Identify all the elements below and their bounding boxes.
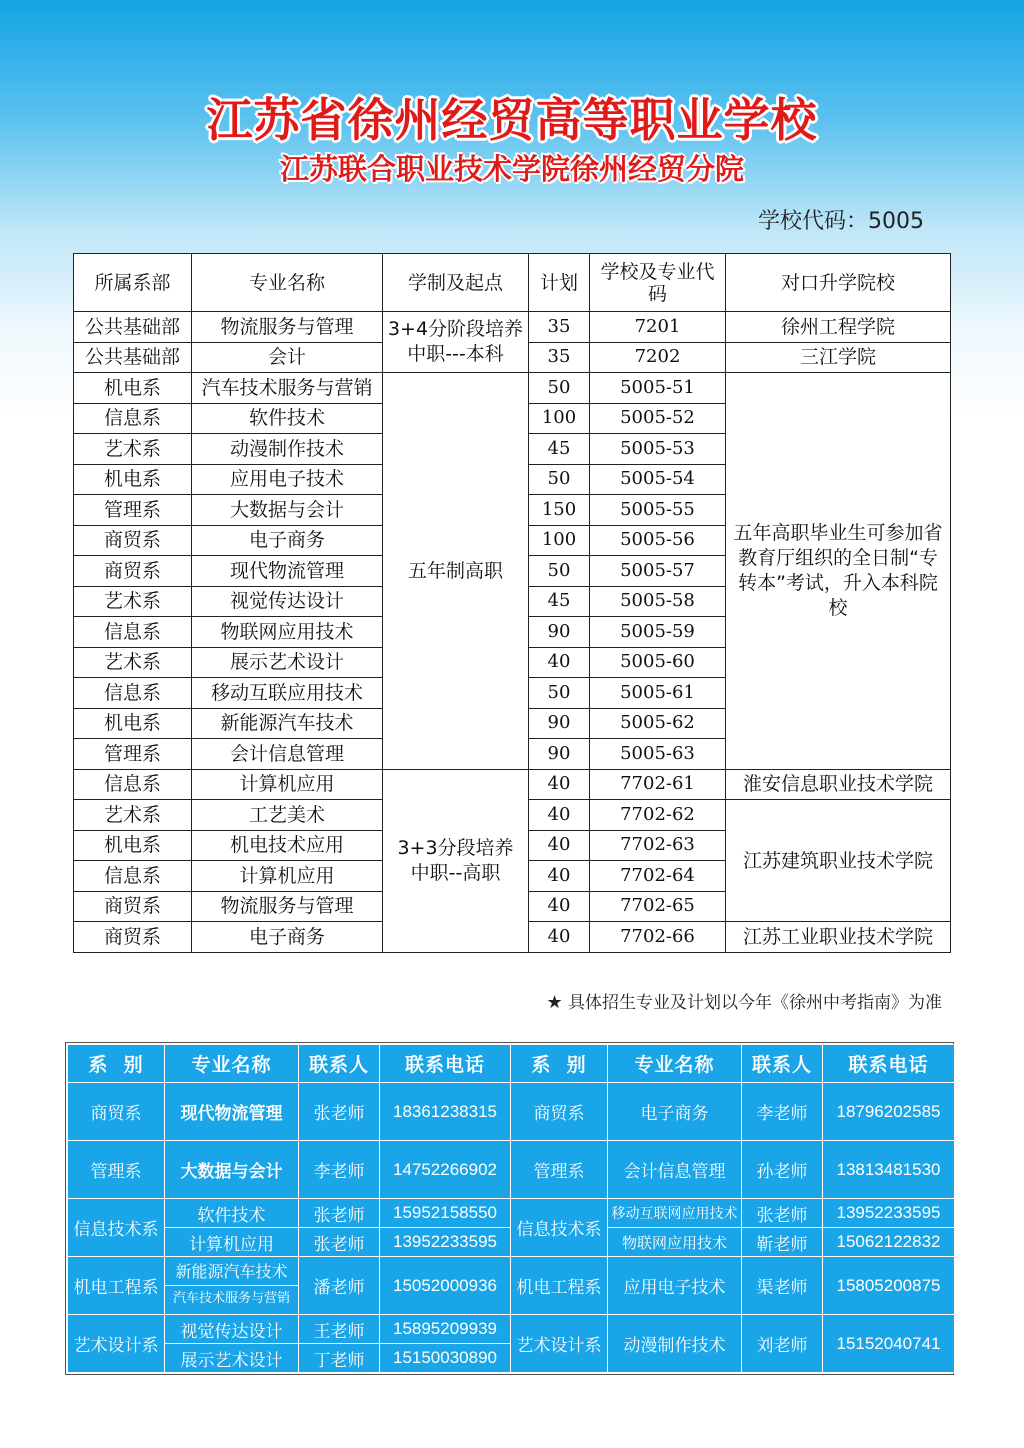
code-cell: 5005-57 xyxy=(590,556,726,587)
dept-cell: 艺术系 xyxy=(74,586,192,617)
contact-major-line: 汽车技术服务与营销 xyxy=(165,1285,298,1312)
contact-row xyxy=(68,1083,955,1141)
table-header-row xyxy=(74,254,951,312)
dept-cell: 艺术系 xyxy=(74,800,192,831)
school-code: 学校代码：5005 xyxy=(758,209,924,234)
dept-cell: 商贸系 xyxy=(74,525,192,556)
table-row xyxy=(74,312,951,343)
major-cell: 新能源汽车技术 xyxy=(192,708,383,739)
enrollment-table xyxy=(73,253,951,953)
major-cell: 电子商务 xyxy=(192,525,383,556)
contact-major: 大数据与会计 xyxy=(165,1141,299,1199)
code-cell: 7702-66 xyxy=(590,922,726,953)
dept-cell: 艺术系 xyxy=(74,434,192,465)
major-cell: 动漫制作技术 xyxy=(192,434,383,465)
major-cell: 软件技术 xyxy=(192,403,383,434)
code-cell: 5005-63 xyxy=(590,739,726,770)
contact-phone: 15150030890 xyxy=(380,1344,511,1373)
contact-major: 移动互联网应用技术 xyxy=(608,1199,742,1228)
contact-person: 张老师 xyxy=(742,1199,823,1228)
major-cell: 视觉传达设计 xyxy=(192,586,383,617)
code-cell: 7202 xyxy=(590,342,726,373)
header-plan: 计划 xyxy=(529,254,590,312)
plan-cell: 50 xyxy=(529,373,590,404)
major-cell: 会计 xyxy=(192,342,383,373)
contact-header-dept: 系 别 xyxy=(511,1045,608,1083)
code-cell: 7201 xyxy=(590,312,726,343)
major-cell: 移动互联应用技术 xyxy=(192,678,383,709)
contact-phone: 18361238315 xyxy=(380,1083,511,1141)
major-cell: 汽车技术服务与营销 xyxy=(192,373,383,404)
contact-phone: 13952233595 xyxy=(380,1228,511,1257)
dept-cell: 管理系 xyxy=(74,739,192,770)
code-cell: 5005-56 xyxy=(590,525,726,556)
plan-cell: 50 xyxy=(529,678,590,709)
contact-person: 刘老师 xyxy=(742,1315,823,1373)
contact-phone: 13952233595 xyxy=(823,1199,955,1228)
contact-header-major: 专业名称 xyxy=(608,1045,742,1083)
contact-person: 靳老师 xyxy=(742,1228,823,1257)
contact-dept: 艺术设计系 xyxy=(511,1315,608,1373)
contact-header-person: 联系人 xyxy=(299,1045,380,1083)
major-cell: 物流服务与管理 xyxy=(192,312,383,343)
major-cell: 展示艺术设计 xyxy=(192,647,383,678)
contact-person: 李老师 xyxy=(299,1141,380,1199)
major-cell: 计算机应用 xyxy=(192,861,383,892)
dept-cell: 机电系 xyxy=(74,830,192,861)
plan-cell: 40 xyxy=(529,922,590,953)
footnote-text: 具体招生专业及计划以今年《徐州中考指南》为准 xyxy=(568,993,942,1013)
contact-major-line: 新能源汽车技术 xyxy=(175,1262,288,1281)
contact-major: 展示艺术设计 xyxy=(165,1344,299,1373)
contact-row xyxy=(68,1141,955,1199)
college-cell: 江苏工业职业技术学院 xyxy=(726,922,951,953)
system-cell: 五年制高职 xyxy=(383,373,529,770)
contact-dept: 管理系 xyxy=(511,1141,608,1199)
dept-cell: 信息系 xyxy=(74,678,192,709)
code-cell: 7702-63 xyxy=(590,830,726,861)
contact-dept: 商贸系 xyxy=(511,1083,608,1141)
contact-major: 应用电子技术 xyxy=(608,1257,742,1315)
contact-dept: 管理系 xyxy=(68,1141,165,1199)
contact-dept: 艺术设计系 xyxy=(68,1315,165,1373)
contact-person: 潘老师 xyxy=(299,1257,380,1315)
major-cell: 电子商务 xyxy=(192,922,383,953)
dept-cell: 信息系 xyxy=(74,769,192,800)
plan-cell: 50 xyxy=(529,556,590,587)
code-cell: 5005-61 xyxy=(590,678,726,709)
plan-cell: 40 xyxy=(529,830,590,861)
dept-cell: 商贸系 xyxy=(74,891,192,922)
dept-cell: 信息系 xyxy=(74,403,192,434)
code-cell: 5005-52 xyxy=(590,403,726,434)
plan-cell: 90 xyxy=(529,739,590,770)
major-cell: 物联网应用技术 xyxy=(192,617,383,648)
dept-cell: 信息系 xyxy=(74,861,192,892)
contact-major: 会计信息管理 xyxy=(608,1141,742,1199)
system-cell: 3+3分段培养 中职--高职 xyxy=(383,769,529,952)
plan-cell: 45 xyxy=(529,586,590,617)
contact-person: 孙老师 xyxy=(742,1141,823,1199)
major-cell: 会计信息管理 xyxy=(192,739,383,770)
major-cell: 工艺美术 xyxy=(192,800,383,831)
major-cell: 机电技术应用 xyxy=(192,830,383,861)
code-cell: 5005-53 xyxy=(590,434,726,465)
contact-person: 张老师 xyxy=(299,1199,380,1228)
major-cell: 应用电子技术 xyxy=(192,464,383,495)
contact-row xyxy=(68,1257,955,1315)
star-icon: ★ xyxy=(546,992,563,1013)
contact-dept: 信息技术系 xyxy=(68,1199,165,1257)
contact-row xyxy=(68,1199,955,1228)
contact-phone: 15805200875 xyxy=(823,1257,955,1315)
plan-cell: 45 xyxy=(529,434,590,465)
code-cell: 7702-61 xyxy=(590,769,726,800)
footnote xyxy=(546,988,942,1013)
contact-phone: 15952158550 xyxy=(380,1199,511,1228)
major-cell: 计算机应用 xyxy=(192,769,383,800)
code-cell: 5005-58 xyxy=(590,586,726,617)
contact-person: 王老师 xyxy=(299,1315,380,1344)
system-cell: 3+4分阶段培养 中职---本科 xyxy=(383,312,529,373)
code-cell: 7702-65 xyxy=(590,891,726,922)
dept-cell: 艺术系 xyxy=(74,647,192,678)
major-cell: 物流服务与管理 xyxy=(192,891,383,922)
contact-row xyxy=(68,1315,955,1344)
plan-cell: 40 xyxy=(529,769,590,800)
contact-major: 电子商务 xyxy=(608,1083,742,1141)
contact-person: 李老师 xyxy=(742,1083,823,1141)
dept-cell: 商贸系 xyxy=(74,556,192,587)
contact-major: 现代物流管理 xyxy=(165,1083,299,1141)
plan-cell: 35 xyxy=(529,342,590,373)
plan-cell: 50 xyxy=(529,464,590,495)
plan-cell: 40 xyxy=(529,800,590,831)
contact-phone: 15052000936 xyxy=(380,1257,511,1315)
plan-cell: 90 xyxy=(529,617,590,648)
contact-person: 张老师 xyxy=(299,1228,380,1257)
code-cell: 7702-62 xyxy=(590,800,726,831)
contact-dept: 机电工程系 xyxy=(511,1257,608,1315)
contact-person: 丁老师 xyxy=(299,1344,380,1373)
contact-table xyxy=(67,1044,955,1373)
school-subtitle: 江苏联合职业技术学院徐州经贸分院 xyxy=(279,152,744,186)
contact-phone: 14752266902 xyxy=(380,1141,511,1199)
college-cell: 淮安信息职业技术学院 xyxy=(726,769,951,800)
header-system: 学制及起点 xyxy=(383,254,529,312)
dept-cell: 商贸系 xyxy=(74,922,192,953)
dept-cell: 机电系 xyxy=(74,373,192,404)
contact-major: 视觉传达设计 xyxy=(165,1315,299,1344)
contact-header-dept: 系 别 xyxy=(68,1045,165,1083)
dept-cell: 信息系 xyxy=(74,617,192,648)
table-row xyxy=(74,373,951,404)
dept-cell: 机电系 xyxy=(74,464,192,495)
header-major: 专业名称 xyxy=(192,254,383,312)
header-code: 学校及专业代码 xyxy=(590,254,726,312)
contact-phone: 15895209939 xyxy=(380,1315,511,1344)
code-cell: 7702-64 xyxy=(590,861,726,892)
code-cell: 5005-51 xyxy=(590,373,726,404)
five-year-note-cell: 五年高职毕业生可参加省教育厅组织的全日制“专转本”考试，升入本科院校 xyxy=(726,373,951,770)
code-cell: 5005-54 xyxy=(590,464,726,495)
header-dept: 所属系部 xyxy=(74,254,192,312)
code-cell: 5005-62 xyxy=(590,708,726,739)
table-row xyxy=(74,769,951,800)
code-cell: 5005-59 xyxy=(590,617,726,648)
major-cell: 现代物流管理 xyxy=(192,556,383,587)
header-college: 对口升学院校 xyxy=(726,254,951,312)
contact-phone: 13813481530 xyxy=(823,1141,955,1199)
contact-major xyxy=(165,1257,299,1315)
contact-major: 物联网应用技术 xyxy=(608,1228,742,1257)
college-cell: 三江学院 xyxy=(726,342,951,373)
contact-header-person: 联系人 xyxy=(742,1045,823,1083)
code-cell: 5005-55 xyxy=(590,495,726,526)
plan-cell: 100 xyxy=(529,525,590,556)
contact-dept: 商贸系 xyxy=(68,1083,165,1141)
dept-cell: 公共基础部 xyxy=(74,342,192,373)
code-cell: 5005-60 xyxy=(590,647,726,678)
contact-header-phone: 联系电话 xyxy=(823,1045,955,1083)
dept-cell: 管理系 xyxy=(74,495,192,526)
plan-cell: 35 xyxy=(529,312,590,343)
contact-major: 动漫制作技术 xyxy=(608,1315,742,1373)
major-cell: 大数据与会计 xyxy=(192,495,383,526)
plan-cell: 90 xyxy=(529,708,590,739)
contact-phone: 15152040741 xyxy=(823,1315,955,1373)
contact-phone: 18796202585 xyxy=(823,1083,955,1141)
college-cell: 徐州工程学院 xyxy=(726,312,951,343)
contact-major: 软件技术 xyxy=(165,1199,299,1228)
contact-header-phone: 联系电话 xyxy=(380,1045,511,1083)
contact-major: 计算机应用 xyxy=(165,1228,299,1257)
contact-dept: 信息技术系 xyxy=(511,1199,608,1257)
contact-person: 张老师 xyxy=(299,1083,380,1141)
contact-header-major: 专业名称 xyxy=(165,1045,299,1083)
plan-cell: 150 xyxy=(529,495,590,526)
plan-cell: 100 xyxy=(529,403,590,434)
dept-cell: 公共基础部 xyxy=(74,312,192,343)
dept-cell: 机电系 xyxy=(74,708,192,739)
plan-cell: 40 xyxy=(529,861,590,892)
contact-dept: 机电工程系 xyxy=(68,1257,165,1315)
contact-person: 渠老师 xyxy=(742,1257,823,1315)
school-title: 江苏省徐州经贸高等职业学校 xyxy=(206,93,818,147)
contact-phone: 15062122832 xyxy=(823,1228,955,1257)
plan-cell: 40 xyxy=(529,891,590,922)
college-cell: 江苏建筑职业技术学院 xyxy=(726,800,951,922)
contact-header-row xyxy=(68,1045,955,1083)
plan-cell: 40 xyxy=(529,647,590,678)
